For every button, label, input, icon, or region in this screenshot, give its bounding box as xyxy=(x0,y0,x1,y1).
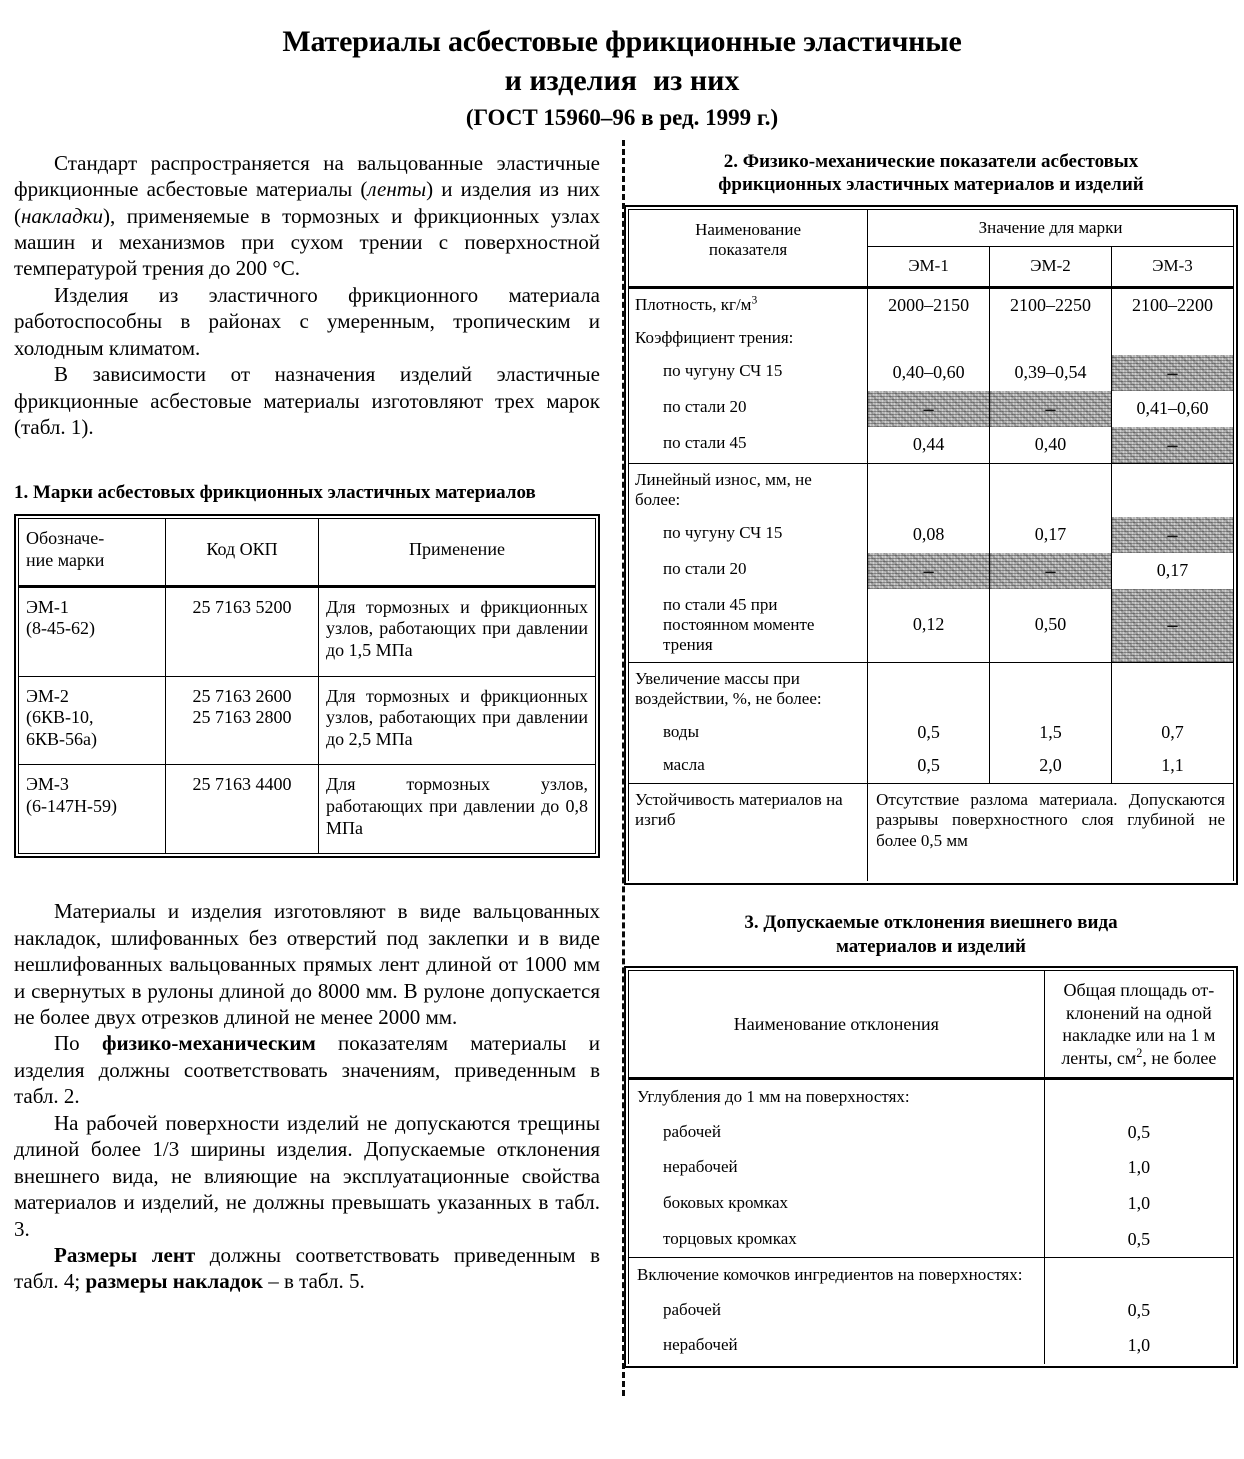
table2-value-dash: – xyxy=(1167,433,1178,456)
table2-value-1: 0,44 xyxy=(868,427,990,464)
table2-value-1: 0,08 xyxy=(868,517,990,553)
table1-header-mark xyxy=(19,519,166,586)
table2-indicator-name: по стали 20 xyxy=(629,553,868,589)
table1-cell-mark xyxy=(19,676,166,765)
paragraph-p1-run-1: ленты xyxy=(367,177,427,202)
table2-value-dash: – xyxy=(923,559,934,582)
table3-deviation-name: Включение комочков ингредиентов на поверхностях: xyxy=(629,1258,1045,1293)
table2-header-mark-2: ЭМ-2 xyxy=(990,247,1112,287)
table2-value-1: 0,40–0,60 xyxy=(868,355,990,391)
table2-frame xyxy=(624,205,1238,885)
table2-row xyxy=(629,589,1234,663)
table3-deviation-name: Углубления до 1 мм на поверхностях: xyxy=(629,1079,1045,1115)
table2-indicator-name: по чугуну СЧ 15 xyxy=(629,355,868,391)
table2-value-1: 2000–2150 xyxy=(868,287,990,322)
table2-indicator-name: по стали 45 xyxy=(629,427,868,464)
table1-mark-line-0: ЭМ-2 xyxy=(26,685,69,706)
title-line-2-part-b: из них xyxy=(653,63,740,97)
table2-value-3: 0,41–0,60 xyxy=(1112,391,1234,427)
table2-header-name-line2: показателя xyxy=(708,240,788,260)
table3-row xyxy=(629,1115,1234,1151)
table2-value-3 xyxy=(1112,662,1234,715)
table2-value-1 xyxy=(868,322,990,354)
table2-value-3-smudged xyxy=(1112,427,1234,464)
table2-value-3: 0,17 xyxy=(1112,553,1234,589)
table2-value-1: 0,12 xyxy=(868,589,990,663)
table2-value-dash: – xyxy=(923,397,934,420)
table3-area-value: 0,5 xyxy=(1044,1115,1233,1151)
table3-row xyxy=(629,1293,1234,1329)
table2-bend-resistance-value: Отсутствие разлома материала. Допускаются разрывы поверхностного слоя глубиной не более 0,5 мм xyxy=(868,783,1234,881)
table2-value-3-smudged xyxy=(1112,355,1234,391)
paragraph-p6 xyxy=(14,1110,600,1242)
table2-value-3 xyxy=(1112,322,1234,354)
table3-container xyxy=(624,966,1238,1367)
two-column-body xyxy=(0,150,1244,1368)
table1-header-application: Применение xyxy=(319,519,596,586)
table3-header-area-line-1: клонений на одной xyxy=(1065,1002,1212,1023)
table2-indicator-name: масла xyxy=(629,749,868,783)
table3-deviation-name: нерабочей xyxy=(629,1150,1045,1186)
table2-indicator-name: по стали 45 при постоянном моменте трения xyxy=(629,589,868,663)
table3-area-value: 1,0 xyxy=(1044,1150,1233,1186)
table1-cell-application: Для тормозных узлов, работающих при давлении до 0,8 МПа xyxy=(319,765,596,854)
table2-value-2: 1,5 xyxy=(990,716,1112,750)
table2-value-dash: – xyxy=(1045,559,1056,582)
table2-value-2: 2100–2250 xyxy=(990,287,1112,322)
table1-okp-line-0: 25 7163 4400 xyxy=(192,774,292,795)
table2-indicator-superscript: 3 xyxy=(751,293,758,307)
table3-row xyxy=(629,1186,1234,1222)
table2-value-2 xyxy=(990,662,1112,715)
table2-value-2: 0,39–0,54 xyxy=(990,355,1112,391)
spacer xyxy=(14,858,600,898)
table2-header-mark-1: ЭМ-1 xyxy=(868,247,990,287)
table1-mark-line-1: (6-147Н-59) xyxy=(26,795,117,816)
table1-cell-mark xyxy=(19,586,166,676)
table2-container xyxy=(624,205,1238,885)
table3-allowed-deviations xyxy=(628,970,1234,1363)
paragraph-p7-run-0: Размеры лент xyxy=(54,1243,196,1268)
table1-caption: 1. Марки асбестовых фрикционных эластичных материалов xyxy=(14,481,536,503)
table2-row-bend-resistance xyxy=(629,783,1234,881)
table2-value-3-smudged xyxy=(1112,589,1234,663)
table2-value-3-smudged xyxy=(1112,517,1234,553)
paragraph-p2-run-0: Изделия из эластичного фрикционного материала работоспособны в районах с умеренным, тропическим и холодным климатом. xyxy=(14,282,600,360)
paragraph-p4 xyxy=(14,898,600,1030)
table3-frame xyxy=(624,966,1238,1367)
table2-value-3: 2100–2200 xyxy=(1112,287,1234,322)
table2-header-mark-3: ЭМ-3 xyxy=(1112,247,1234,287)
title-line-2-part-a: и изделия xyxy=(504,63,637,97)
paragraph-p7 xyxy=(14,1242,600,1295)
table1-header-row xyxy=(19,519,596,586)
right-column xyxy=(624,150,1244,1368)
paragraph-p5 xyxy=(14,1030,600,1109)
table2-row xyxy=(629,287,1234,322)
table2-value-1 xyxy=(868,463,990,516)
table2-indicator-name: по чугуну СЧ 15 xyxy=(629,517,868,553)
table1-cell-application: Для тормозных и фрикционных узлов, работающих при давлении до 2,5 МПа xyxy=(319,676,596,765)
table2-value-dash: – xyxy=(1167,361,1178,384)
paragraph-p5-run-0: По xyxy=(54,1031,102,1056)
table3-row xyxy=(629,1222,1234,1258)
table2-indicator-name: воды xyxy=(629,716,868,750)
table3-row xyxy=(629,1079,1234,1115)
table1-mark-line-0: ЭМ-1 xyxy=(26,596,69,617)
table2-value-dash: – xyxy=(1167,614,1178,637)
table3-area-value: 1,0 xyxy=(1044,1186,1233,1222)
table1-okp-line-0: 25 7163 2600 xyxy=(192,685,292,706)
paragraph-p1-run-3: накладки xyxy=(21,203,104,228)
paragraph-p5-run-2: показателям материалы и изделия должны соответствовать значениям, приведенным в табл. 2. xyxy=(14,1031,601,1109)
table2-row xyxy=(629,553,1234,589)
table3-deviation-name: рабочей xyxy=(629,1115,1045,1151)
table2-indicator-name: Устойчивость материалов на изгиб xyxy=(629,783,868,881)
table1-header-mark-line2: ние марки xyxy=(26,549,105,570)
table3-caption-line-1: 3. Допускаемые отклонения виешнего вида xyxy=(744,911,1118,933)
table2-header-row-1 xyxy=(629,210,1234,247)
table1-container xyxy=(14,514,600,858)
table3-area-value: 1,0 xyxy=(1044,1328,1233,1364)
table3-area-value xyxy=(1044,1079,1233,1115)
table3-row xyxy=(629,1150,1234,1186)
title-standard-reference: (ГОСТ 15960–96 в ред. 1999 г.) xyxy=(465,105,779,131)
table2-header-indicator-name xyxy=(629,210,868,288)
table2-row xyxy=(629,322,1234,354)
title-line-2 xyxy=(0,61,1244,102)
table3-header-deviation: Наименование отклонения xyxy=(629,971,1045,1079)
paragraph-p1-run-0: Стандарт распространяется на вальцованные эластичные фрикционные асбестовые материалы ( xyxy=(14,150,600,202)
table1-cell-application: Для тормозных и фрикционных узлов, работающих при давлении до 1,5 МПа xyxy=(319,586,596,676)
table2-value-2: 0,40 xyxy=(990,427,1112,464)
table2-header-value-group: Значение для марки xyxy=(868,210,1234,247)
table3-header-row xyxy=(629,971,1234,1079)
table1-header-okp: Код ОКП xyxy=(166,519,319,586)
table2-value-2: 0,17 xyxy=(990,517,1112,553)
table2-value-1-smudged xyxy=(868,553,990,589)
table3-header-area-line-0: Общая площадь от- xyxy=(1063,980,1215,1001)
table1-header-mark-line1: Обозначе- xyxy=(26,528,105,549)
table2-row xyxy=(629,517,1234,553)
table3-area-value xyxy=(1044,1258,1233,1293)
table2-value-2: 0,50 xyxy=(990,589,1112,663)
table3-row xyxy=(629,1258,1234,1293)
paragraph-p3-run-0: В зависимости от назначения изделий эластичные фрикционные асбестовые материалы изготовляют трех марок (табл. 1). xyxy=(14,362,600,440)
table2-header-name-line1: Наименование xyxy=(695,220,802,240)
table2-indicator-name: Плотность, $кг/м^3$ xyxy=(629,287,868,322)
document-title-block xyxy=(0,0,1244,136)
table1-marks xyxy=(18,518,596,854)
table2-indicator-name: Линейный износ, мм, не более: xyxy=(629,463,868,516)
table2-row xyxy=(629,355,1234,391)
table3-row xyxy=(629,1328,1234,1364)
table1-row xyxy=(19,676,596,765)
paragraph-p4-run-0: Материалы и изделия изготовляют в виде вальцованных накладок, шлифованных без отверстий под заклепки и в виде нешлифованных вальцованных прямых лент длиной от 1000 мм и свернутых в рулоны длиной до 8000 мм. В рулоне допускается не более двух отрезков длиной не менее 2000 мм. xyxy=(14,899,600,1029)
paragraph-p5-run-1: физико-механическим xyxy=(101,1031,316,1056)
paragraph-p7-run-1: должны соответствовать приведенным в табл. 4; xyxy=(14,1243,601,1294)
table2-row xyxy=(629,463,1234,516)
table2-caption-line-1: 2. Физико-механические показатели асбестовых xyxy=(723,150,1139,172)
table2-value-2: 2,0 xyxy=(990,749,1112,783)
paragraph-p6-run-0: На рабочей поверхности изделий не допускаются трещины длиной более 1/3 ширины изделия. Допускаемые отклонения внешнего вида, не влияющие на эксплуатационные свойства материалов и изделий, не должны превышать указанных в табл. 3. xyxy=(14,1110,600,1241)
table2-value-1 xyxy=(868,662,990,715)
table2-value-2 xyxy=(990,463,1112,516)
table3-deviation-name: нерабочей xyxy=(629,1328,1045,1364)
table1-cell-okp xyxy=(166,586,319,676)
table1-mark-line-2: 6КВ-56а) xyxy=(26,728,97,749)
table3-deviation-name: рабочей xyxy=(629,1293,1045,1329)
table3-area-value: 0,5 xyxy=(1044,1222,1233,1258)
table1-okp-line-0: 25 7163 5200 xyxy=(192,596,292,617)
table3-header-area-line-2: накладке или на 1 м xyxy=(1062,1025,1216,1046)
column-divider xyxy=(622,140,625,1396)
table2-value-2 xyxy=(990,322,1112,354)
paragraph-p1 xyxy=(14,150,600,282)
left-column xyxy=(0,150,600,1368)
title-line-1: Материалы асбестовые фрикционные эластичные xyxy=(282,25,962,58)
table3-deviation-name: боковых кромках xyxy=(629,1186,1045,1222)
table2-value-1: 0,5 xyxy=(868,749,990,783)
table2-physical-mechanical xyxy=(628,209,1234,881)
spacer xyxy=(624,885,1238,911)
table2-value-3: 0,7 xyxy=(1112,716,1234,750)
paragraph-p7-run-2: размеры накладок xyxy=(85,1269,263,1294)
left-lower-paragraphs xyxy=(14,898,600,1295)
table3-area-value: 0,5 xyxy=(1044,1293,1233,1329)
table2-value-1-smudged xyxy=(868,391,990,427)
table1-mark-line-1: (8-45-62) xyxy=(26,618,95,639)
table3-deviation-name: торцовых кромках xyxy=(629,1222,1045,1258)
table2-row xyxy=(629,716,1234,750)
table1-frame xyxy=(14,514,600,858)
table2-row xyxy=(629,427,1234,464)
table2-caption-line-2: фрикционных эластичных материалов и изделий xyxy=(718,174,1144,196)
table3-caption-line-2: материалов и изделий xyxy=(836,935,1026,957)
paragraph-p1-run-4: ), применяемые в тормозных и фрикционных узлах машин и механизмов при сухом трении с поверхностной температурой трения до 200 °С. xyxy=(14,203,600,281)
table2-value-dash: – xyxy=(1167,523,1178,546)
table2-value-dash: – xyxy=(1045,397,1056,420)
table2-indicator-name: Увеличение массы при воздействии, %, не более: xyxy=(629,662,868,715)
table1-cell-okp xyxy=(166,676,319,765)
table2-indicator-name: Коэффициент трения: xyxy=(629,322,868,354)
table1-okp-line-1: 25 7163 2800 xyxy=(192,707,292,728)
paragraph-p3 xyxy=(14,361,600,440)
table1-row xyxy=(19,586,596,676)
table2-value-1: 0,5 xyxy=(868,716,990,750)
table2-row xyxy=(629,662,1234,715)
table2-value-3 xyxy=(1112,463,1234,516)
table2-value-2-smudged xyxy=(990,391,1112,427)
paragraph-p2 xyxy=(14,282,600,361)
spacer xyxy=(14,441,600,481)
table3-header-area-superscript: 2 xyxy=(1136,1045,1143,1060)
table1-row xyxy=(19,765,596,854)
table1-mark-line-0: ЭМ-3 xyxy=(26,774,69,795)
table2-indicator-name: по стали 20 xyxy=(629,391,868,427)
table2-row xyxy=(629,749,1234,783)
table3-header-area xyxy=(1044,971,1233,1079)
table1-cell-mark xyxy=(19,765,166,854)
table2-row xyxy=(629,391,1234,427)
table2-value-3: 1,1 xyxy=(1112,749,1234,783)
paragraph-p1-run-2: ) и изделия из них ( xyxy=(14,177,600,228)
table1-cell-okp xyxy=(166,765,319,854)
table1-mark-line-1: (6КВ-10, xyxy=(26,707,94,728)
left-intro-paragraphs xyxy=(14,150,600,441)
paragraph-p7-run-3: – в табл. 5. xyxy=(262,1269,365,1294)
table2-value-2-smudged xyxy=(990,553,1112,589)
table3-header-area-line-3: ленты, $см^2$, не более xyxy=(1061,1045,1217,1068)
